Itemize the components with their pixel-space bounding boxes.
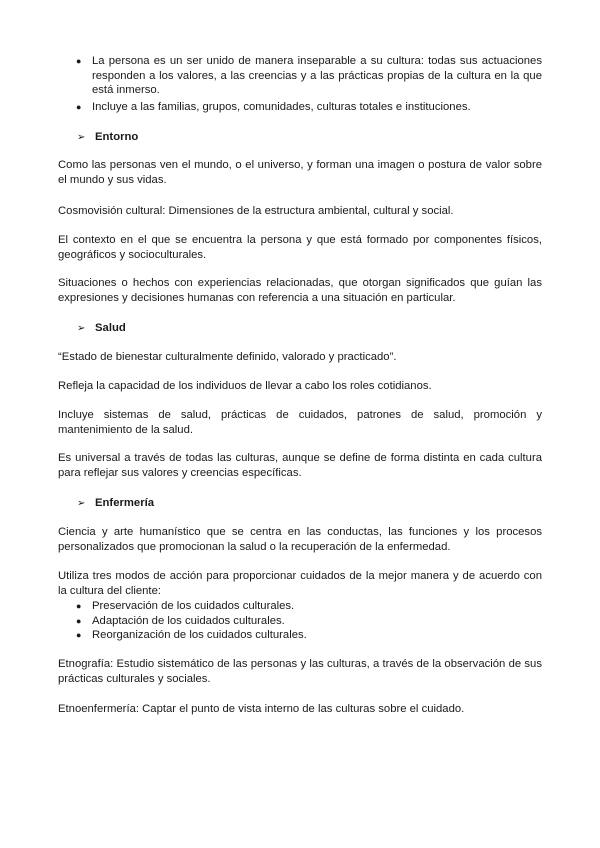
section-heading-salud	[77, 321, 126, 337]
heading-text: Salud	[95, 322, 126, 334]
paragraph: El contexto en el que se encuentra la persona y que está formado por componentes físicos, geográficos y socioculturales.	[58, 234, 542, 261]
list-item-text: La persona es un ser unido de manera inseparable a su cultura: todas sus actuaciones responden a los valores, a las creencias y a las prácticas propias de la cultura en la que está inmerso.	[92, 55, 542, 97]
paragraph: Es universal a través de todas las culturas, aunque se define de forma distinta en cada cultura para reflejar sus valores y creencias específicas.	[58, 452, 542, 479]
paragraph: Como las personas ven el mundo, o el universo, y forman una imagen o postura de valor sobre el mundo y sus vidas.	[58, 159, 542, 186]
paragraph: Ciencia y arte humanístico que se centra en las conductas, las funciones y los procesos personalizados que promocionan la salud o la recuperación de la enfermedad.	[58, 526, 542, 553]
arrow-bullet-icon: ➢	[77, 323, 86, 334]
list-item-text: Incluye a las familias, grupos, comunidades, culturas totales e instituciones.	[92, 101, 471, 113]
section-heading-enfermeria	[77, 496, 154, 512]
heading-text: Enfermería	[95, 497, 155, 509]
list-item-text: Preservación de los cuidados culturales.	[92, 600, 295, 612]
section-heading-entorno	[77, 130, 138, 146]
paragraph: Etnoenfermería: Captar el punto de vista interno de las culturas sobre el cuidado.	[58, 703, 465, 715]
arrow-bullet-icon: ➢	[77, 498, 86, 509]
paragraph: Etnografía: Estudio sistemático de las personas y las culturas, a través de la observación de sus prácticas culturales y sociales.	[58, 658, 542, 685]
arrow-bullet-icon: ➢	[77, 132, 86, 143]
bullet-icon: ●	[76, 601, 82, 611]
bullet-icon: ●	[76, 102, 82, 112]
paragraph: Incluye sistemas de salud, prácticas de cuidados, patrones de salud, promoción y mantenimiento de la salud.	[58, 409, 542, 436]
bullet-icon: ●	[76, 56, 82, 66]
paragraph: “Estado de bienestar culturalmente definido, valorado y practicado”.	[58, 351, 397, 363]
paragraph: Cosmovisión cultural: Dimensiones de la estructura ambiental, cultural y social.	[58, 205, 454, 217]
bullet-icon: ●	[76, 616, 82, 626]
paragraph: Refleja la capacidad de los individuos de llevar a cabo los roles cotidianos.	[58, 380, 432, 392]
paragraph: Utiliza tres modos de acción para proporcionar cuidados de la mejor manera y de acuerdo con la cultura del cliente:	[58, 570, 542, 597]
heading-text: Entorno	[95, 131, 139, 143]
bullet-icon: ●	[76, 630, 82, 640]
list-item-text: Adaptación de los cuidados culturales.	[92, 615, 285, 627]
list-item-text: Reorganización de los cuidados culturales.	[92, 629, 307, 641]
paragraph: Situaciones o hechos con experiencias relacionadas, que otorgan significados que guían las expresiones y decisiones humanas con referencia a una situación en particular.	[58, 277, 542, 304]
